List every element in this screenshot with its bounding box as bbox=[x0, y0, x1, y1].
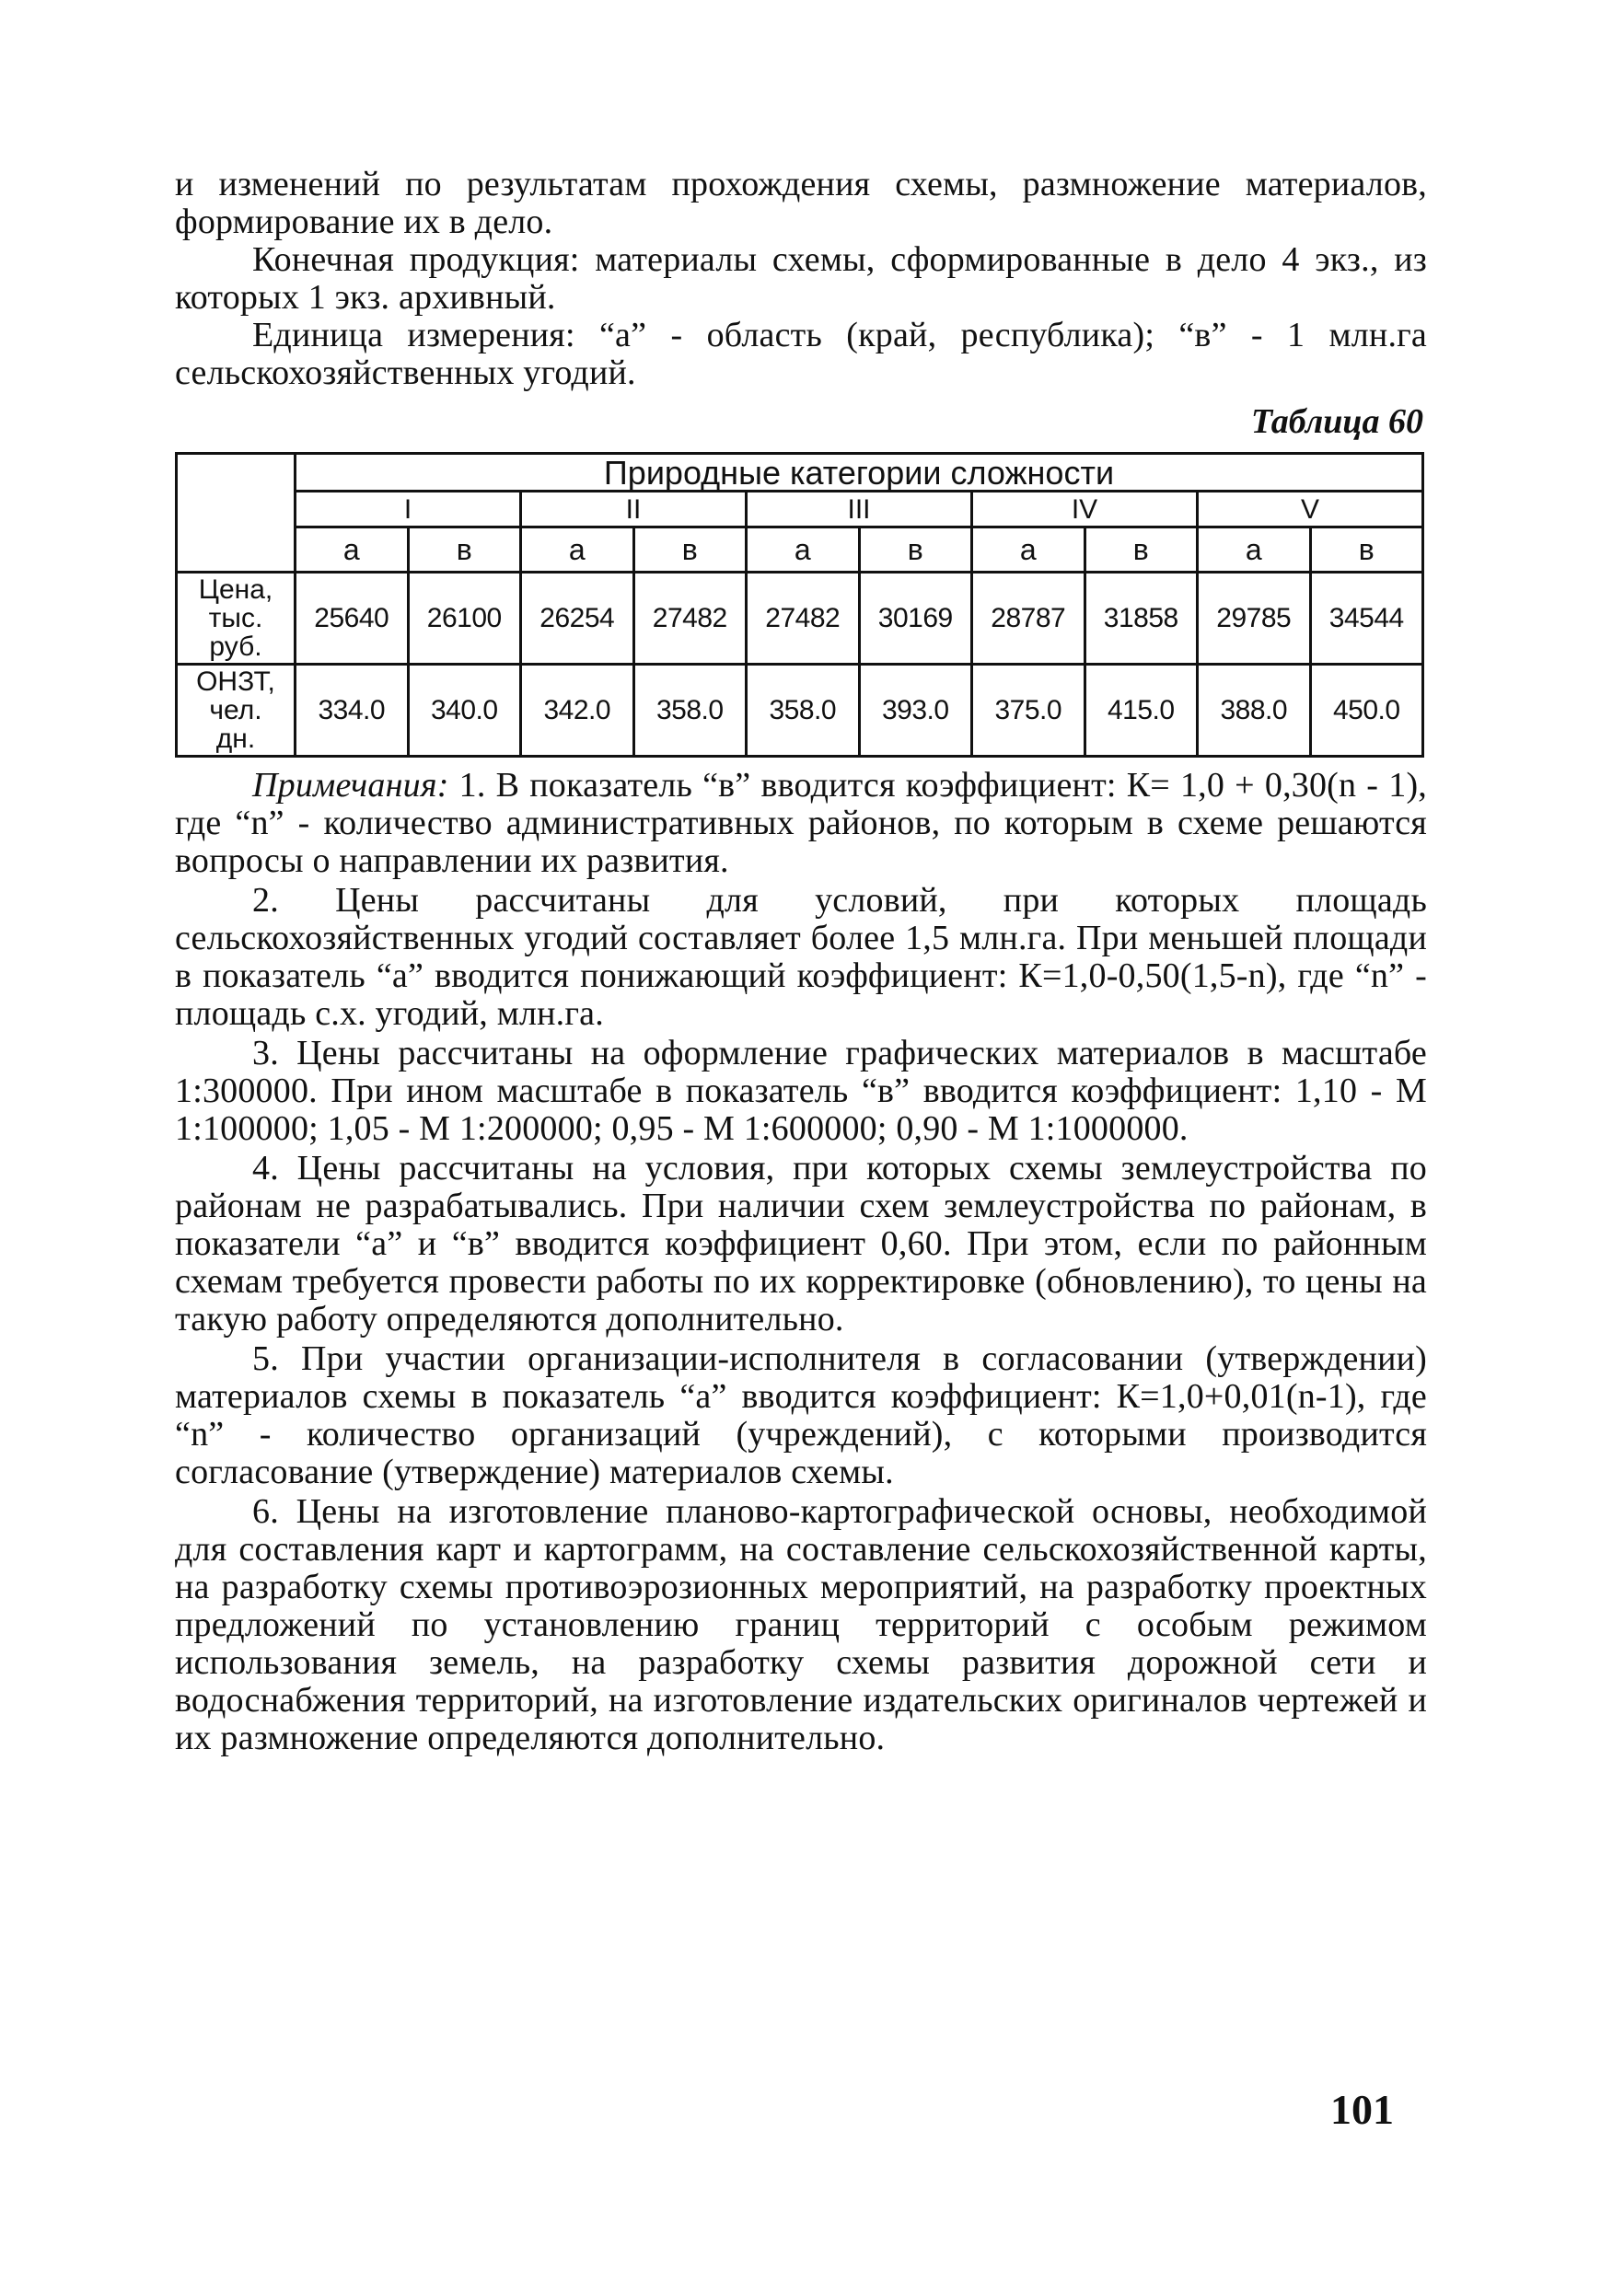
note-2: 2. Цены рассчитаны для условий, при которых площадь сельскохозяйственных угодий составляет более 1,5 млн.га. При меньшей площади в показатель “а” вводится понижающий коэффициент: К=1,0-0,50(1,5-n), где “n” - площадь с.х. угодий, млн.га. bbox=[175, 881, 1427, 1033]
table-cell: 30169 bbox=[859, 573, 972, 665]
table-corner-cell bbox=[177, 454, 296, 573]
subcolumn-header: в bbox=[1085, 527, 1198, 573]
row-label-line: тыс. bbox=[208, 603, 263, 633]
table-cell: 393.0 bbox=[859, 665, 972, 757]
table-cell: 27482 bbox=[747, 573, 860, 665]
category-header: V bbox=[1198, 492, 1423, 527]
note-1 bbox=[175, 767, 1427, 880]
intro-paragraph-1: и изменений по результатам прохождения схемы, размножение материалов, формирование их в дело. bbox=[175, 165, 1427, 241]
table-cell: 25640 bbox=[296, 573, 409, 665]
table-cell: 26100 bbox=[408, 573, 521, 665]
subcolumn-header: а bbox=[1198, 527, 1311, 573]
table-cell: 27482 bbox=[633, 573, 747, 665]
intro-paragraph-2: Конечная продукция: материалы схемы, сформированные в дело 4 экз., из которых 1 экз. архивный. bbox=[175, 240, 1427, 317]
row-label-line: чел. bbox=[209, 695, 262, 725]
table-row-price bbox=[177, 573, 1423, 665]
subcolumn-header: в bbox=[633, 527, 747, 573]
table-main-header: Природные категории сложности bbox=[296, 454, 1423, 492]
table-cell: 388.0 bbox=[1198, 665, 1311, 757]
subcolumn-header-row bbox=[177, 527, 1423, 573]
table-cell: 34544 bbox=[1310, 573, 1423, 665]
subcolumn-header: а bbox=[972, 527, 1085, 573]
row-label-line: Цена, bbox=[198, 574, 273, 605]
table-cell: 340.0 bbox=[408, 665, 521, 757]
table-cell: 31858 bbox=[1085, 573, 1198, 665]
category-header: III bbox=[747, 492, 972, 527]
category-header: I bbox=[296, 492, 521, 527]
intro-paragraph-3: Единица измерения: “а” - область (край, республика); “в” - 1 млн.га сельскохозяйственных угодий. bbox=[175, 316, 1427, 392]
note-3: 3. Цены рассчитаны на оформление графических материалов в масштабе 1:300000. При ином масштабе в показатель “в” вводится коэффициент: 1,10 - М 1:100000; 1,05 - М 1:200000; 0,95 - М 1:600000; 0,90 - М 1:1000000. bbox=[175, 1034, 1427, 1148]
row-label-price bbox=[177, 573, 296, 665]
table-row-labor bbox=[177, 665, 1423, 757]
subcolumn-header: в bbox=[408, 527, 521, 573]
note-6: 6. Цены на изготовление планово-картографической основы, необходимой для составления карт и картограмм, на составление сельскохозяйственной карты, на разработку схемы противоэрозионных мероприятий, на разработку проектных предложений по установлению границ территорий с особым режимом использования земель, на разработку схемы развития дорожной сети и водоснабжения территорий, на изготовление издательских оригиналов чертежей и их размножение определяются дополнительно. bbox=[175, 1492, 1427, 1757]
subcolumn-header: в bbox=[859, 527, 972, 573]
row-label-line: ОНЗТ, bbox=[196, 666, 275, 697]
table-cell: 375.0 bbox=[972, 665, 1085, 757]
table-cell: 415.0 bbox=[1085, 665, 1198, 757]
table-cell: 29785 bbox=[1198, 573, 1311, 665]
notes-label: Примечания: bbox=[252, 766, 449, 805]
row-label-line: руб. bbox=[209, 631, 262, 662]
subcolumn-header: в bbox=[1310, 527, 1423, 573]
subcolumn-header: а bbox=[296, 527, 409, 573]
subcolumn-header: а bbox=[747, 527, 860, 573]
row-label-line: дн. bbox=[215, 724, 256, 754]
category-header: II bbox=[521, 492, 747, 527]
row-label-labor bbox=[177, 665, 296, 757]
page-content bbox=[175, 166, 1427, 1759]
page-number: 101 bbox=[1330, 2086, 1394, 2133]
table-cell: 334.0 bbox=[296, 665, 409, 757]
table-caption: Таблица 60 bbox=[1250, 402, 1423, 441]
category-header: IV bbox=[972, 492, 1198, 527]
note-1-text: 1. В показатель “в” вводится коэффициент: К= 1,0 + 0,30(n - 1), где “n” - количество административных районов, по которым в схеме решаются вопросы о направлении их развития. bbox=[175, 766, 1427, 880]
subcolumn-header: а bbox=[521, 527, 634, 573]
table-cell: 342.0 bbox=[521, 665, 634, 757]
table-cell: 358.0 bbox=[633, 665, 747, 757]
table-cell: 358.0 bbox=[747, 665, 860, 757]
notes-section bbox=[175, 767, 1427, 1757]
table-cell: 26254 bbox=[521, 573, 634, 665]
table-cell: 450.0 bbox=[1310, 665, 1423, 757]
price-table bbox=[175, 452, 1424, 758]
category-header-row bbox=[177, 492, 1423, 527]
note-4: 4. Цены рассчитаны на условия, при которых схемы землеустройства по районам не разрабатывались. При наличии схем землеустройства по районам, в показатели “а” и “в” вводится коэффициент 0,60. При этом, если по районным схемам требуется провести работы по их корректировке (обновлению), то цены на такую работу определяются дополнительно. bbox=[175, 1149, 1427, 1338]
note-5: 5. При участии организации-исполнителя в согласовании (утверждении) материалов схемы в показатель “а” вводится коэффициент: К=1,0+0,01(n-1), где “n” - количество организаций (учреждений), с которыми производится согласование (утверждение) материалов схемы. bbox=[175, 1339, 1427, 1491]
table-cell: 28787 bbox=[972, 573, 1085, 665]
